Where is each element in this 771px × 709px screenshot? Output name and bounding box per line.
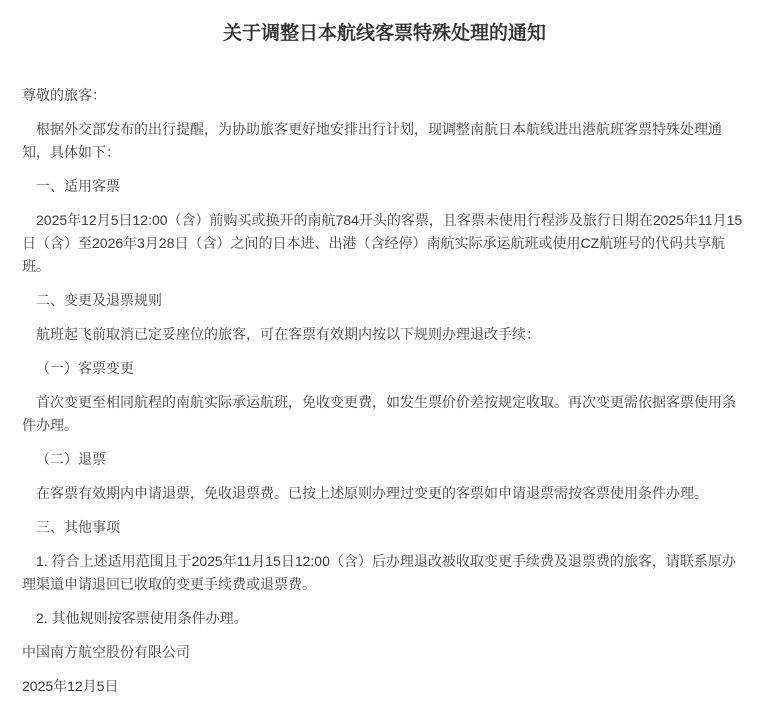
applicable-tickets-paragraph: 2025年12月5日12:00（含）前购买或换开的南航784开头的客票，且客票未使用行程涉及旅行日期在2025年11月15日（含）至2026年3月28日（含）之间的日本进、出港（含经停）南航实际承运航班或使用CZ航班号的代码共享航班。 bbox=[22, 212, 743, 274]
section-3-heading: 三、其他事项 bbox=[36, 519, 120, 535]
salutation: 尊敬的旅客： bbox=[22, 87, 106, 103]
notice-title: 关于调整日本航线客票特殊处理的通知 bbox=[222, 23, 546, 44]
rules-intro-paragraph: 航班起飞前取消已定妥座位的旅客，可在客票有效期内按以下规则办理退改手续： bbox=[36, 326, 540, 342]
change-rule-paragraph: 首次变更至相同航程的南航实际承运航班，免收变更费，如发生票价价差按规定收取。再次变更需依据客票使用条件办理。 bbox=[22, 394, 736, 433]
notice-document bbox=[0, 20, 771, 698]
signature-date: 2025年12月5日 bbox=[22, 678, 119, 694]
section-1-heading: 一、适用客票 bbox=[36, 178, 120, 194]
other-item-1-paragraph: 1. 符合上述适用范围且于2025年11月15日12:00（含）后办理退改被收取变更手续费及退票费的旅客，请联系原办理渠道申请退回已收取的变更手续费或退票费。 bbox=[22, 553, 736, 592]
section-2-heading: 二、变更及退票规则 bbox=[36, 292, 162, 308]
refund-rule-paragraph: 在客票有效期内申请退票，免收退票费。已按上述原则办理过变更的客票如申请退票需按客票使用条件办理。 bbox=[36, 485, 708, 501]
other-item-2-paragraph: 2. 其他规则按客票使用条件办理。 bbox=[36, 610, 248, 626]
intro-paragraph: 根据外交部发布的出行提醒，为协助旅客更好地安排出行计划，现调整南航日本航线进出港航班客票特殊处理通知，具体如下： bbox=[22, 121, 722, 160]
subsection-refund-heading: （二）退票 bbox=[36, 451, 106, 467]
subsection-change-heading: （一）客票变更 bbox=[36, 360, 134, 376]
signature-company: 中国南方航空股份有限公司 bbox=[22, 644, 190, 660]
